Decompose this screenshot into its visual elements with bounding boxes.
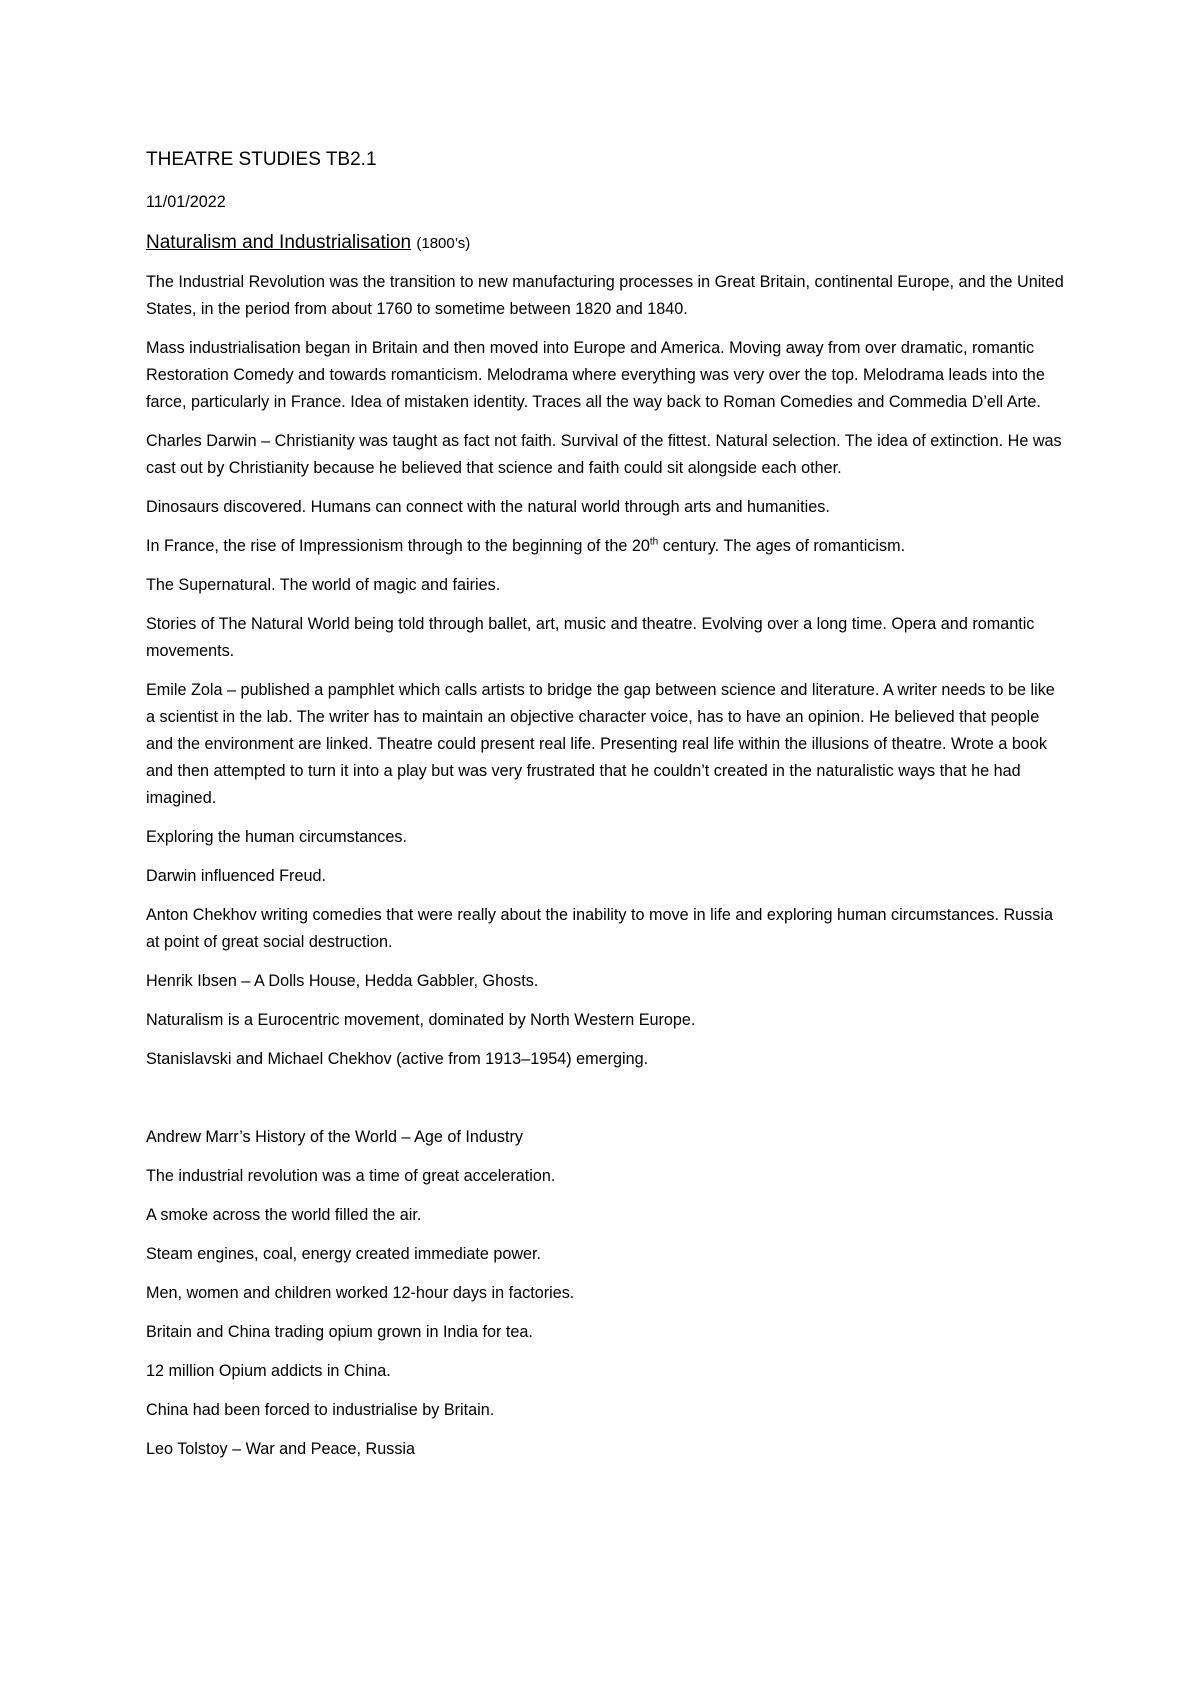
document-title: THEATRE STUDIES TB2.1 (146, 149, 377, 170)
paragraph: Exploring the human circumstances. (146, 828, 407, 846)
impressionism-text-before: In France, the rise of Impressionism through to the beginning of the 20 (146, 537, 650, 555)
paragraph: Dinosaurs discovered. Humans can connect with the natural world through arts and humanities. (146, 498, 830, 516)
paragraph: Darwin influenced Freud. (146, 867, 326, 885)
paragraph: A smoke across the world filled the air. (146, 1206, 422, 1224)
paragraph: The Industrial Revolution was the transition to new manufacturing processes in Great Britain, continental Europe, and the United States, in the period from about 1760 to sometime between 1820 and 1840. (146, 273, 1064, 318)
paragraph: 12 million Opium addicts in China. (146, 1362, 391, 1380)
paragraph: Steam engines, coal, energy created immediate power. (146, 1245, 542, 1263)
paragraph: The Supernatural. The world of magic and fairies. (146, 576, 501, 594)
paragraph: Leo Tolstoy – War and Peace, Russia (146, 1440, 416, 1458)
section-heading-suffix: (1800’s) (416, 235, 471, 252)
section-heading (146, 230, 1066, 257)
paragraph: Anton Chekhov writing comedies that were really about the inability to move in life and exploring human circumstances. Russia at point of great social destruction. (146, 906, 1053, 951)
impressionism-superscript: th (649, 536, 659, 548)
section2-heading: Andrew Marr’s History of the World – Age of Industry (146, 1128, 523, 1146)
document-page (146, 148, 1066, 1475)
paragraph-impressionism (146, 533, 1066, 560)
paragraph: Stanislavski and Michael Chekhov (active from 1913–1954) emerging. (146, 1050, 649, 1068)
section-heading-main: Naturalism and Industrialisation (146, 232, 412, 253)
document-date: 11/01/2022 (146, 193, 226, 211)
paragraph: Emile Zola – published a pamphlet which calls artists to bridge the gap between science and literature. A writer needs to be like a scientist in the lab. The writer has to maintain an objective character voice, has to have an opinion. He believed that people and the environment are linked. Theatre could present real life. Presenting real life within the illusions of theatre. Wrote a book and then attempted to turn it into a play but was very frustrated that he couldn’t created in the naturalistic ways that he had imagined. (146, 681, 1055, 807)
impressionism-text-after: century. The ages of romanticism. (658, 537, 906, 555)
paragraph: Henrik Ibsen – A Dolls House, Hedda Gabbler, Ghosts. (146, 972, 539, 990)
paragraph: Stories of The Natural World being told through ballet, art, music and theatre. Evolving over a long time. Opera and romantic movements. (146, 615, 1035, 660)
paragraph: Mass industrialisation began in Britain and then moved into Europe and America. Moving away from over dramatic, romantic Restoration Comedy and towards romanticism. Melodrama where everything was very over the top. Melodrama leads into the farce, particularly in France. Idea of mistaken identity. Traces all the way back to Roman Comedies and Commedia D’ell Arte. (146, 339, 1045, 411)
paragraph: Britain and China trading opium grown in India for tea. (146, 1323, 533, 1341)
paragraph: The industrial revolution was a time of great acceleration. (146, 1167, 556, 1185)
blank-line (146, 1085, 1066, 1124)
paragraph: Men, women and children worked 12-hour days in factories. (146, 1284, 575, 1302)
paragraph: China had been forced to industrialise by Britain. (146, 1401, 495, 1419)
paragraph: Charles Darwin – Christianity was taught as fact not faith. Survival of the fittest. Natural selection. The idea of extinction. He was cast out by Christianity because he believed that science and faith could sit alongside each other. (146, 432, 1062, 477)
paragraph: Naturalism is a Eurocentric movement, dominated by North Western Europe. (146, 1011, 696, 1029)
